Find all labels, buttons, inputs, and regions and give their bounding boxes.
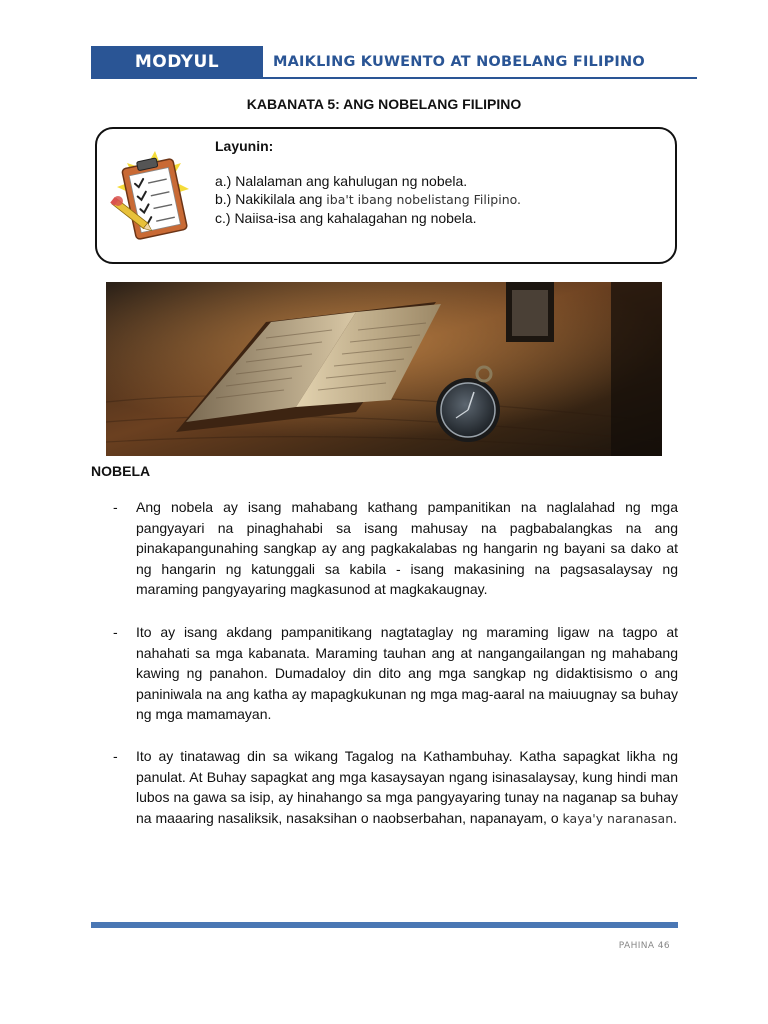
section-heading: NOBELA <box>91 463 151 479</box>
paragraph-1 <box>91 497 678 600</box>
module-header <box>91 46 697 78</box>
objectives-list <box>215 172 521 227</box>
objectives-box <box>95 127 677 264</box>
bullet-dash: - <box>113 499 118 515</box>
paragraph-2 <box>91 622 678 725</box>
paragraph-text: Ito ay isang akdang pampanitikang nagtataglay ng maraming ligaw na tagpo at nahahati sa mga kabanata. Maraming tauhan ang at nangangailangan ng mahabang kawing ng panahon. Dumadaloy din dito ang mga sangkap ng didaktisismo o ang paniniwala na ang katha ay mapagkukunan ng mga mag-aaral na maiuugnay sa buhay ng mga mamamayan. <box>136 624 678 722</box>
chapter-title: KABANATA 5: ANG NOBELANG FILIPINO <box>246 96 522 112</box>
paragraph-3 <box>91 746 678 829</box>
bullet-dash: - <box>113 624 118 640</box>
header-divider <box>91 77 697 79</box>
module-title: MAIKLING KUWENTO AT NOBELANG FILIPINO <box>273 54 645 70</box>
footer-divider <box>91 922 678 928</box>
paragraph-text: Ang nobela ay isang mahabang kathang pampanitikan na naglalahad ng mga pangyayari na pinaghahabi sa isang mahusay na pagbabalangkas na ang pinakapangunahing sangkap ay ang pagkakalabas ng hangarin ng bayani sa dako at ng hangarin ng katunggali sa kabila - isang makasining na pagsasalaysay ng maraming pangyayaring magkasunod at magkakaugnay. <box>136 499 678 597</box>
objective-item-c: c.) Naiisa-isa ang kahalagahan ng nobela. <box>215 210 477 226</box>
book-and-watch-photo <box>106 282 662 456</box>
objectives-heading: Layunin: <box>215 138 274 154</box>
objective-item-b: b.) Nakikilala ang iba't ibang nobelistang Filipino. <box>215 191 522 207</box>
bullet-dash: - <box>113 748 118 764</box>
paragraph-text: Ito ay tinatawag din sa wikang Tagalog na Kathambuhay. Katha sapagkat likha ng panulat. At Buhay sapagkat ang mga kasaysayan ngang isinasalaysay, kung hindi man lubos na gawa sa isip, ay hinahango sa mga pangyayaring tunay na naganap sa buhay na maaaring nasaliksik, nasaksihan o naobserbahan, napanayam, o kaya'y naranasan. <box>136 748 678 826</box>
page-number: PAHINA 46 <box>618 941 670 951</box>
module-tag: MODYUL <box>91 46 263 78</box>
clipboard-checklist-icon <box>107 149 197 245</box>
objective-item-a: a.) Nalalaman ang kahulugan ng nobela. <box>215 173 468 189</box>
